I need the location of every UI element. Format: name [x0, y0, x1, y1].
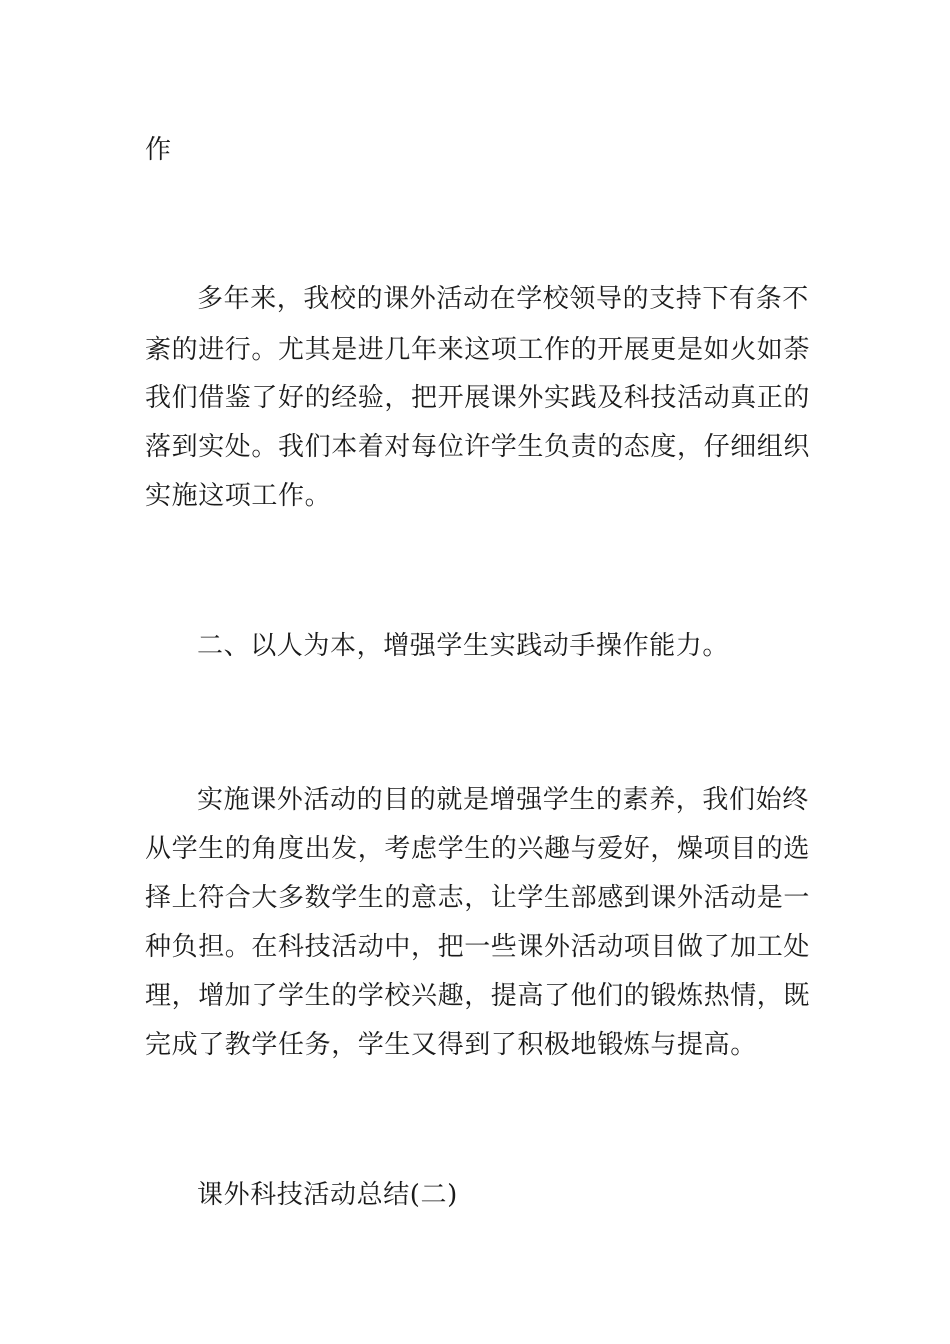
section-heading-2: 二、以人为本，增强学生实践动手操作能力。 — [197, 631, 730, 661]
paragraph-1-line-1: 多年来，我校的课外活动在学校领导的支持下有条不 — [197, 284, 809, 314]
paragraph-2-line-3: 择上符合大多数学生的意志，让学生部感到课外活动是一 — [145, 883, 811, 913]
paragraph-2-line-6: 完成了教学任务，学生又得到了积极地锻炼与提高。 — [145, 1030, 757, 1060]
paragraph-2-line-1: 实施课外活动的目的就是增强学生的素养，我们始终 — [197, 785, 809, 815]
paragraph-1-line-5: 实施这项工作。 — [145, 481, 332, 511]
paragraph-1-line-4: 落到实处。我们本着对每位许学生负责的态度，仔细组织 — [145, 432, 811, 462]
section-title: 课外科技活动总结(二) — [197, 1180, 458, 1210]
paragraph-1-line-2: 紊的进行。尤其是进几年来这项工作的开展更是如火如荼 — [145, 335, 811, 365]
paragraph-2-line-2: 从学生的角度出发，考虑学生的兴趣与爱好，燥项目的选 — [145, 834, 811, 864]
fragment-top: 作 — [145, 135, 172, 165]
paragraph-2-line-5: 理，增加了学生的学校兴趣，提高了他们的锻炼热情，既 — [145, 981, 811, 1011]
paragraph-2-line-4: 种负担。在科技活动中，把一些课外活动项目做了加工处 — [145, 932, 811, 962]
paragraph-1-line-3: 我们借鉴了好的经验，把开展课外实践及科技活动真正的 — [145, 383, 811, 413]
